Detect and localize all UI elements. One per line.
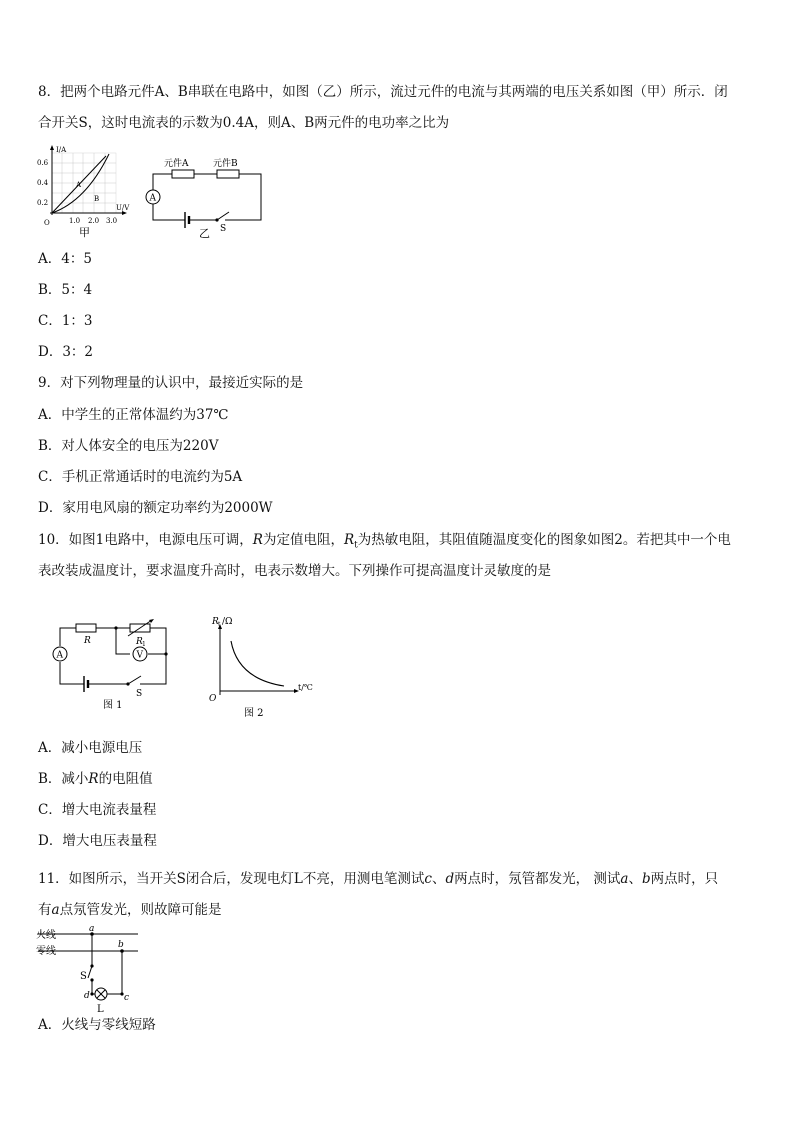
fig2-ylabel: R: [212, 617, 219, 627]
q11-stem-line2-head: 有: [38, 902, 52, 918]
q11-stem-sep1: 、: [431, 871, 446, 887]
q8-stem-line2: 合开关S，这时电流表的示数为0.4A，则A、B两元件的电功率之比为: [38, 115, 450, 131]
q11-stem-part3: 两点时，只: [650, 871, 719, 887]
q10-stem-line1: [38, 531, 731, 555]
point-d-label: d: [84, 991, 90, 1001]
q10-stem-line2: 表改装成温度计，要求温度升高时，电表示数增大。下列操作可提高温度计灵敏度的是: [38, 563, 551, 579]
q10-option-b[interactable]: [38, 770, 153, 788]
element-a-resistor: [172, 170, 194, 178]
q11-switch-label: S: [80, 971, 87, 982]
q10-stem-rt: R: [343, 532, 355, 548]
q10-stem-part2: 为定值电阻，: [262, 532, 344, 548]
q11-stem-line1: [38, 870, 718, 888]
q11-stem-line2-var: a: [51, 902, 60, 918]
q11-stem-sep2: 、: [628, 871, 642, 887]
yi-ammeter-label: A: [149, 193, 156, 204]
q11-stem-part1: 11．如图所示，当开关S闭合后，发现电灯L不亮，用测电笔测试: [38, 871, 425, 887]
q8-option-d[interactable]: D．3：2: [38, 344, 94, 360]
fig1-r1-sub: 1: [142, 641, 146, 648]
jia-ytick-0: 0.6: [37, 159, 49, 167]
q11-stem-part2: 两点时，氖管都发光， 测试: [454, 871, 621, 887]
q9-stem: 9．对下列物理量的认识中，最接近实际的是: [38, 375, 304, 391]
q11-stem-line2-tail: 点氖管发光，则故障可能是: [59, 902, 222, 918]
fig2-origin: O: [209, 694, 217, 704]
jia-origin: O: [44, 219, 50, 227]
fig1-ammeter-label: A: [56, 650, 63, 661]
q11-figure: [36, 922, 146, 1016]
fig2-ylabel-sub: t: [218, 621, 221, 628]
switch-lever: [217, 212, 229, 220]
q10-option-d[interactable]: D．增大电压表量程: [38, 833, 157, 849]
jia-ytick-2: 0.2: [37, 199, 49, 207]
fig1-caption: 图 1: [103, 700, 123, 711]
q10-stem-part3: 为热敏电阻，其阻值随温度变化的图象如图2。若把其中一个电: [357, 532, 731, 548]
q10-option-b-r: R: [88, 771, 99, 787]
yi-caption: 乙: [199, 227, 210, 238]
jia-curve-a-label: A: [76, 181, 82, 189]
lamp-label: L: [97, 1004, 104, 1015]
q11-stem-b: b: [641, 871, 651, 887]
q11-stem-c: c: [424, 871, 432, 887]
jia-xtick-2: 3.0: [106, 217, 118, 225]
neutral-wire-label: 零线: [36, 946, 56, 957]
q8-stem-line1: 8．把两个电路元件A、B串联在电路中，如图（乙）所示，流过元件的电流与其两端的电压关系如图（甲）所示．闭: [38, 84, 728, 100]
fig2-caption: 图 2: [244, 708, 264, 719]
point-a-label: a: [89, 924, 95, 934]
q10-figure-1: [48, 618, 174, 714]
q10-option-b-head: B．减小: [38, 771, 89, 787]
yi-element-b-label: 元件B: [213, 159, 238, 169]
fig2-xlabel: t/℃: [298, 683, 313, 692]
q8-figure-yi: [139, 150, 263, 238]
jia-xtick-1: 2.0: [88, 217, 100, 225]
q10-stem-r: R: [252, 532, 263, 548]
jia-ytick-1: 0.4: [37, 179, 49, 187]
yi-element-a-label: 元件A: [164, 159, 189, 169]
point-c-label: c: [124, 993, 130, 1003]
q11-switch-lever: [88, 966, 92, 978]
q8-option-c[interactable]: C．1：3: [38, 313, 93, 329]
q8-option-b[interactable]: B．5：4: [38, 282, 93, 298]
yi-switch-label: S: [220, 224, 227, 234]
q8-option-a[interactable]: A．4：5: [38, 251, 92, 267]
q9-option-a[interactable]: A．中学生的正常体温约为37℃: [38, 407, 229, 423]
q10-option-c[interactable]: C．增大电流表量程: [38, 802, 157, 818]
q10-option-b-tail: 的电阻值: [98, 771, 153, 787]
q11-stem-a: a: [620, 871, 629, 887]
q11-stem-d: d: [445, 871, 455, 887]
rt-temperature-curve: [231, 641, 284, 686]
fig1-switch-lever: [128, 676, 141, 684]
live-wire-label: 火线: [36, 930, 56, 941]
fig1-voltmeter-label: V: [136, 650, 143, 661]
q9-option-d[interactable]: D．家用电风扇的额定功率约为2000W: [38, 500, 273, 516]
jia-xlabel: U/V: [116, 204, 130, 212]
jia-curve-b-label: B: [94, 195, 100, 203]
q10-stem-part1: 10．如图1电路中，电源电压可调，: [38, 532, 253, 548]
q11-stem-line2: [38, 901, 222, 919]
fig2-ylabel-unit: /Ω: [222, 617, 233, 627]
fig1-r-label: R: [84, 636, 91, 646]
fig1-switch-label: S: [136, 689, 143, 699]
q10-stem-rt-sub: t: [354, 540, 358, 551]
q9-option-c[interactable]: C．手机正常通话时的电流约为5A: [38, 469, 243, 485]
q9-option-b[interactable]: B．对人体安全的电压为220V: [38, 438, 219, 454]
jia-caption: 甲: [79, 226, 90, 238]
jia-xtick-0: 1.0: [69, 217, 81, 225]
q8-figure-jia: [36, 143, 132, 238]
fixed-resistor-r: [76, 624, 96, 632]
q11-option-a[interactable]: A．火线与零线短路: [38, 1017, 156, 1033]
element-b-resistor: [217, 170, 239, 178]
fig1-r1-label: R: [136, 637, 143, 647]
q10-option-a[interactable]: A．减小电源电压: [38, 740, 143, 756]
jia-ylabel: I/A: [56, 146, 67, 154]
point-b-label: b: [118, 940, 124, 950]
q10-figure-2: [204, 613, 322, 723]
